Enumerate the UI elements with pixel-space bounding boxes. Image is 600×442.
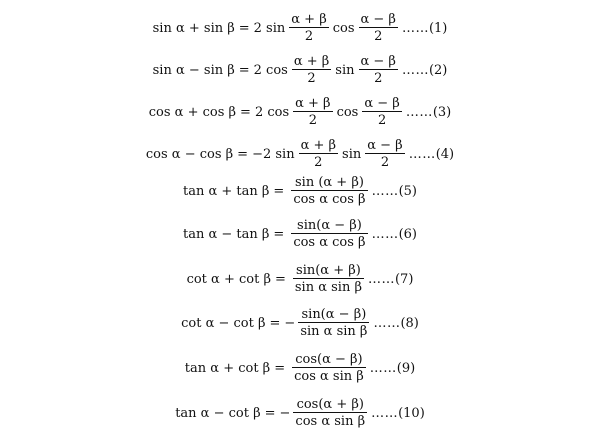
formula-lhs: cot α + cot β [186,271,271,287]
fraction-denominator: 2 [314,155,323,170]
equals-sign: = [273,226,285,242]
formula-function: cos [332,20,355,36]
fraction-numerator: sin(α − β) [297,218,362,233]
fraction-denominator: cos α cos β [293,192,366,207]
leader-dots: …… [401,62,429,78]
fraction [299,139,338,169]
formula-coefficient: −2 sin [252,146,295,162]
leader-dots: …… [369,360,397,376]
fraction [292,55,331,85]
equals-sign: = [240,104,251,120]
leader-dots: …… [371,226,399,242]
formula-7 [0,258,600,300]
equals-sign: = [264,405,276,421]
formula-lhs: tan α − cot β [175,405,261,421]
fraction-numerator: α − β [360,12,396,27]
formula-10 [0,392,600,434]
equation-number: (4) [435,146,455,162]
leader-dots: …… [405,104,433,120]
formula-lhs: sin α + sin β [152,20,235,36]
formula-lhs: cos α + cos β [148,104,237,120]
fraction [365,139,404,169]
fraction-denominator: sin α sin β [300,324,368,339]
formula-6 [0,213,600,255]
fraction-numerator: α + β [291,12,327,27]
equals-sign: = [238,62,250,78]
fraction [359,55,398,85]
fraction-numerator: sin(α − β) [301,307,367,322]
equals-sign: = [273,183,285,199]
formula-lhs: cot α − cot β [181,315,266,331]
equals-sign: = [274,360,286,376]
leader-dots: …… [401,20,429,36]
fraction-numerator: α − β [367,138,403,153]
fraction [298,308,369,338]
formula-4 [0,134,600,174]
fraction-denominator: 2 [308,113,317,128]
equation-number: (6) [398,226,417,242]
formula-5 [0,170,600,212]
formula-lhs: cos α − cos β [145,146,234,162]
fraction-numerator: α − β [360,54,396,69]
fraction-numerator: α − β [364,96,400,111]
equation-number: (10) [398,405,425,421]
fraction-numerator: α + β [300,138,337,153]
fraction [359,13,398,43]
fraction-denominator: cos α sin β [295,414,366,429]
formula-lhs: sin α − sin β [152,62,235,78]
equals-sign: = [274,271,286,287]
equals-sign: = [238,20,250,36]
fraction-denominator: 2 [377,113,387,128]
fraction [289,13,328,43]
equation-number: (8) [400,315,419,331]
equation-number: (1) [428,20,448,36]
equation-number: (2) [428,62,448,78]
formula-function: cos [336,104,359,120]
formula-lhs: tan α + cot β [184,360,271,376]
formula-1 [0,8,600,48]
fraction-denominator: sin α sin β [294,280,362,295]
fraction-denominator: cos α sin β [294,369,364,384]
formula-lhs: tan α − tan β [183,226,270,242]
fraction [291,219,367,249]
formula-9 [0,347,600,389]
formula-2 [0,50,600,90]
fraction [291,176,367,206]
fraction-denominator: 2 [374,71,383,86]
fraction-numerator: cos(α − β) [295,352,363,367]
fraction [362,97,401,127]
equation-number: (3) [432,104,452,120]
equals-sign: = [237,146,249,162]
formula-coefficient: 2 cos [254,104,290,120]
fraction-numerator: cos(α + β) [296,397,364,412]
fraction-denominator: 2 [307,71,316,86]
leader-dots: …… [367,271,395,287]
formula-sign: − [279,405,291,421]
leader-dots: …… [408,146,436,162]
fraction-denominator: 2 [380,155,390,170]
fraction [292,353,366,383]
leader-dots: …… [371,183,399,199]
fraction-numerator: α + β [293,54,330,69]
equation-number: (5) [398,183,417,199]
fraction-denominator: cos α cos β [293,235,366,250]
fraction-numerator: sin (α + β) [294,175,364,190]
fraction-denominator: 2 [374,29,383,44]
formula-lhs: tan α + tan β [183,183,270,199]
formula-sign: − [284,315,296,331]
equation-number: (7) [394,271,414,287]
formula-coefficient: 2 sin [253,20,286,36]
formula-3 [0,92,600,132]
formula-8 [0,302,600,344]
fraction [293,398,367,428]
fraction-numerator: α + β [295,96,331,111]
formula-function: sin [335,62,355,78]
equation-number: (9) [396,360,416,376]
fraction-numerator: sin(α + β) [296,263,361,278]
formula-function: sin [342,146,362,162]
fraction [293,264,364,294]
formula-coefficient: 2 cos [253,62,288,78]
leader-dots: …… [371,405,399,421]
leader-dots: …… [373,315,401,331]
equals-sign: = [269,315,281,331]
fraction [293,97,332,127]
fraction-denominator: 2 [304,29,314,44]
